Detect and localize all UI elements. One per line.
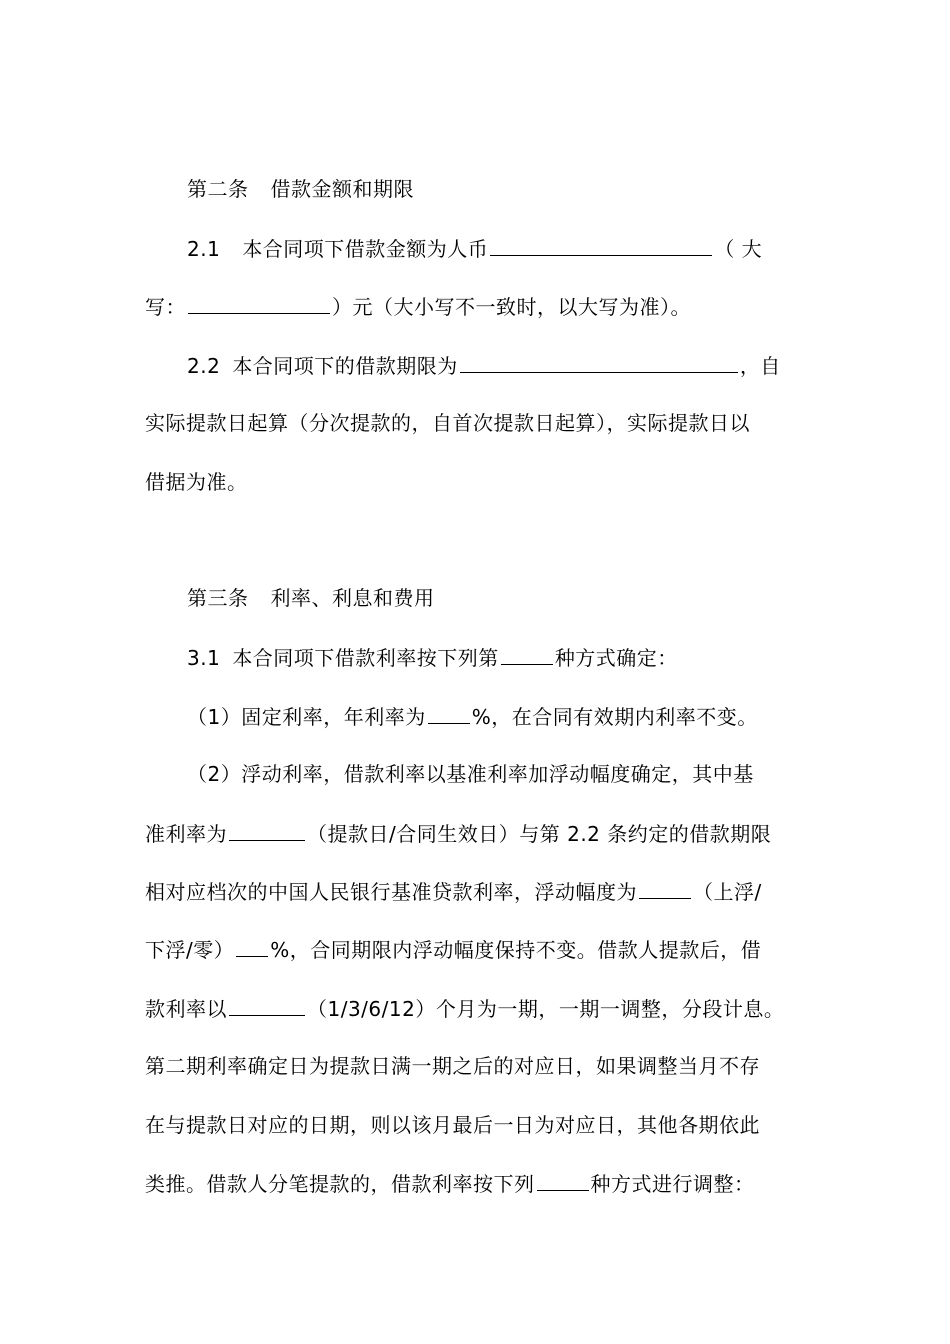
- item-2-line4: [145, 934, 810, 965]
- article2-heading: [187, 174, 852, 204]
- float-range-blank[interactable]: [639, 876, 691, 899]
- float-percent-blank[interactable]: [236, 934, 268, 957]
- item-2-line3-end: （上浮/: [693, 880, 762, 904]
- clause-2-1-line1: [187, 233, 777, 264]
- clause-2-1-after-blank: （ 大: [714, 237, 763, 261]
- item-2-line4-end: %，合同期限内浮动幅度保持不变。借款人提款后，借: [270, 938, 762, 962]
- item-2-line6: 第二期利率确定日为提款日满一期之后的对应日，如果调整当月不存: [145, 1054, 760, 1078]
- clause-2-2-line3: 借据为准。: [145, 470, 248, 494]
- rate-method-blank[interactable]: [501, 642, 553, 665]
- item-2-line7: 在与提款日对应的日期，则以该月最后一日为对应日，其他各期依此: [145, 1113, 760, 1137]
- adjust-method-blank[interactable]: [537, 1168, 589, 1191]
- clause-3-1-after-blank: 种方式确定：: [554, 646, 678, 670]
- annual-rate-blank[interactable]: [428, 701, 470, 724]
- item-2-line5: [145, 993, 810, 1024]
- item-2-line8-end: 种方式进行调整：: [590, 1172, 755, 1196]
- clause-2-2-after-blank: ，自: [739, 354, 781, 378]
- clause-2-2-number: 2.2: [187, 354, 221, 378]
- article2-heading-title: 借款金额和期限: [270, 177, 414, 201]
- item-1-fixed-rate: [187, 701, 852, 732]
- item-2-line3: [145, 876, 810, 907]
- article3-heading-title: 利率、利息和费用: [270, 586, 435, 610]
- clause-3-1: [187, 642, 852, 673]
- article3-heading-number: 第三条: [187, 586, 249, 610]
- item-2-line8: [145, 1168, 810, 1199]
- item-2-line8-start: 类推。借款人分笔提款的，借款利率按下列: [145, 1172, 535, 1196]
- clause-2-2-line2: 实际提款日起算（分次提款的，自首次提款日起算），实际提款日以: [145, 411, 750, 435]
- article3-heading: [187, 583, 852, 613]
- item-2-line4-start: 下浮/零）: [145, 938, 235, 962]
- loan-amount-blank[interactable]: [490, 233, 712, 256]
- item-2-line1: （2）浮动利率，借款利率以基准利率加浮动幅度确定，其中基: [187, 762, 754, 786]
- item-2-line2: [145, 818, 810, 849]
- item-2-line2-end: （提款日/合同生效日）与第 2.2 条约定的借款期限: [307, 822, 772, 846]
- clause-2-1-line2: [145, 291, 810, 322]
- clause-2-2-line1: [187, 350, 807, 381]
- clause-2-1-line2-end: ）元（大小写不一致时，以大写为准）。: [332, 295, 691, 319]
- clause-2-1-line2-start: 写：: [145, 295, 186, 319]
- item-2-line3-start: 相对应档次的中国人民银行基准贷款利率，浮动幅度为: [145, 880, 637, 904]
- clause-3-1-text: 本合同项下借款利率按下列第: [232, 646, 499, 670]
- clause-2-1-text: 本合同项下借款金额为人币: [242, 237, 489, 261]
- item-2-line5-end: （1/3/6/12）个月为一期，一期一调整，分段计息。: [307, 997, 785, 1021]
- item-1-start: （1）固定利率，年利率为: [187, 705, 426, 729]
- item-2-line5-start: 款利率以: [145, 997, 227, 1021]
- item-2-line2-start: 准利率为: [145, 822, 227, 846]
- clause-2-2-text: 本合同项下的借款期限为: [232, 354, 458, 378]
- clause-2-1-number: 2.1: [187, 237, 221, 261]
- item-1-end: %，在合同有效期内利率不变。: [471, 705, 758, 729]
- base-rate-blank[interactable]: [229, 818, 305, 841]
- clause-3-1-number: 3.1: [187, 646, 221, 670]
- capital-amount-blank[interactable]: [188, 291, 330, 314]
- article2-heading-number: 第二条: [187, 177, 249, 201]
- loan-term-blank[interactable]: [460, 350, 738, 373]
- adjust-period-blank[interactable]: [229, 993, 305, 1016]
